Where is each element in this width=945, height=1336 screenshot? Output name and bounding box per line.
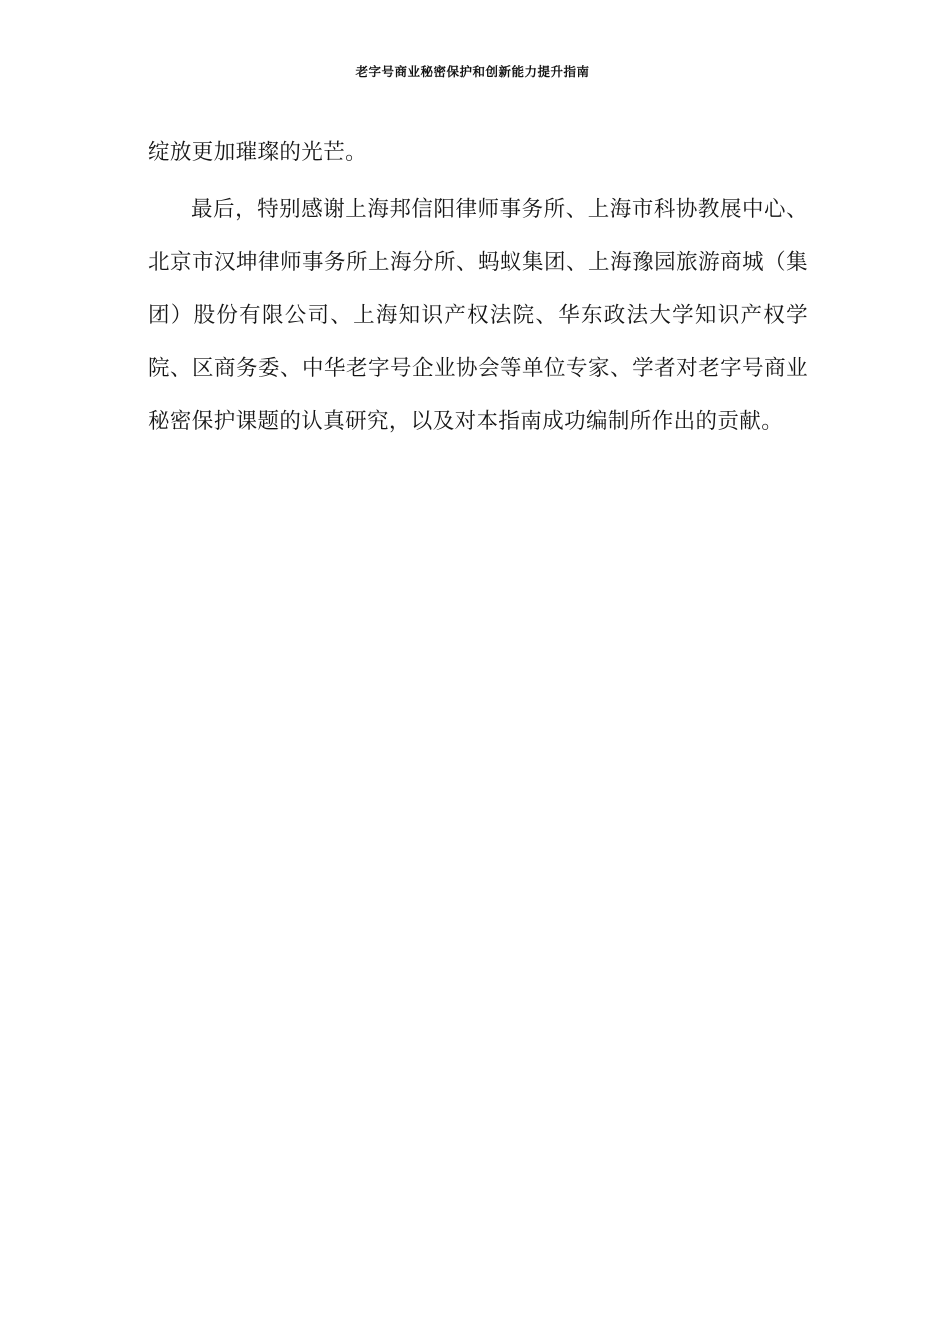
paragraph: 绽放更加璀璨的光芒。 <box>148 140 368 165</box>
page-running-header: 老字号商业秘密保护和创新能力提升指南 <box>355 64 590 79</box>
paragraph: 最后，特别感谢上海邦信阳律师事务所、上海市科协教展中心、北京市汉坤律师事务所上海分所、蚂蚁集团、上海豫园旅游商城（集团）股份有限公司、上海知识产权法院、华东政法大学知识产权学院、区商务委、中华老字号企业协会等单位专家、学者对老字号商业秘密保护课题的认真研究，以及对本指南成功编制所作出的贡献。 <box>148 197 808 434</box>
document-body <box>148 126 808 448</box>
